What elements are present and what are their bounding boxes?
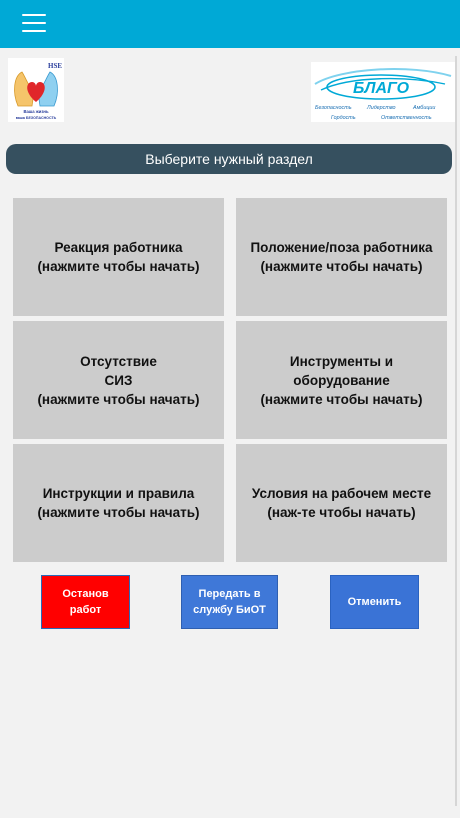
svg-text:Амбиции: Амбиции (413, 105, 436, 111)
svg-text:ваша БЕЗОПАСНОСТЬ: ваша БЕЗОПАСНОСТЬ (15, 116, 57, 120)
svg-text:Гордость: Гордость (331, 115, 356, 121)
tile-worker-position[interactable] (236, 198, 447, 316)
tile-label: Условия на рабочем месте (наж-те чтобы начать) (251, 486, 432, 520)
menu-button[interactable] (22, 14, 46, 34)
stop-work-button[interactable]: Останов работ (41, 575, 130, 629)
hands-heart-logo-icon (8, 58, 64, 122)
tile-label: Инструкции и правила (нажмите чтобы начать) (37, 486, 200, 520)
tile-worker-reaction[interactable] (13, 198, 224, 316)
tile-tools-equipment[interactable] (236, 321, 447, 439)
tile-instructions-rules[interactable] (13, 444, 224, 562)
blago-logo (311, 62, 455, 122)
blago-emblem-icon (311, 62, 455, 122)
tile-workplace-conditions[interactable] (236, 444, 447, 562)
tile-label: Инструменты и оборудование (нажмите чтобы начать) (260, 353, 423, 407)
tile-label: Отсутствие СИЗ (нажмите чтобы начать) (37, 353, 200, 407)
svg-text:Безопасность: Безопасность (315, 105, 352, 111)
tile-label: Реакция работника (нажмите чтобы начать) (37, 240, 200, 274)
tile-label: Положение/поза работника (нажмите чтобы начать) (250, 240, 433, 274)
svg-text:HSE: HSE (48, 62, 63, 70)
svg-text:Лидерство: Лидерство (367, 105, 396, 111)
svg-text:БЛАГО: БЛАГО (352, 80, 410, 97)
hse-logo (8, 58, 64, 122)
app-header (0, 0, 460, 48)
svg-text:Ваша жизнь: Ваша жизнь (23, 109, 49, 114)
tile-missing-ppe[interactable] (13, 321, 224, 439)
cancel-button[interactable]: Отменить (330, 575, 419, 629)
section-banner: Выберите нужный раздел (6, 144, 452, 174)
send-to-safety-button[interactable]: Передать в службу БиОТ (181, 575, 278, 629)
svg-text:Ответственность: Ответственность (381, 115, 432, 121)
scrollbar-track[interactable] (455, 56, 457, 806)
hamburger-icon (22, 14, 46, 16)
